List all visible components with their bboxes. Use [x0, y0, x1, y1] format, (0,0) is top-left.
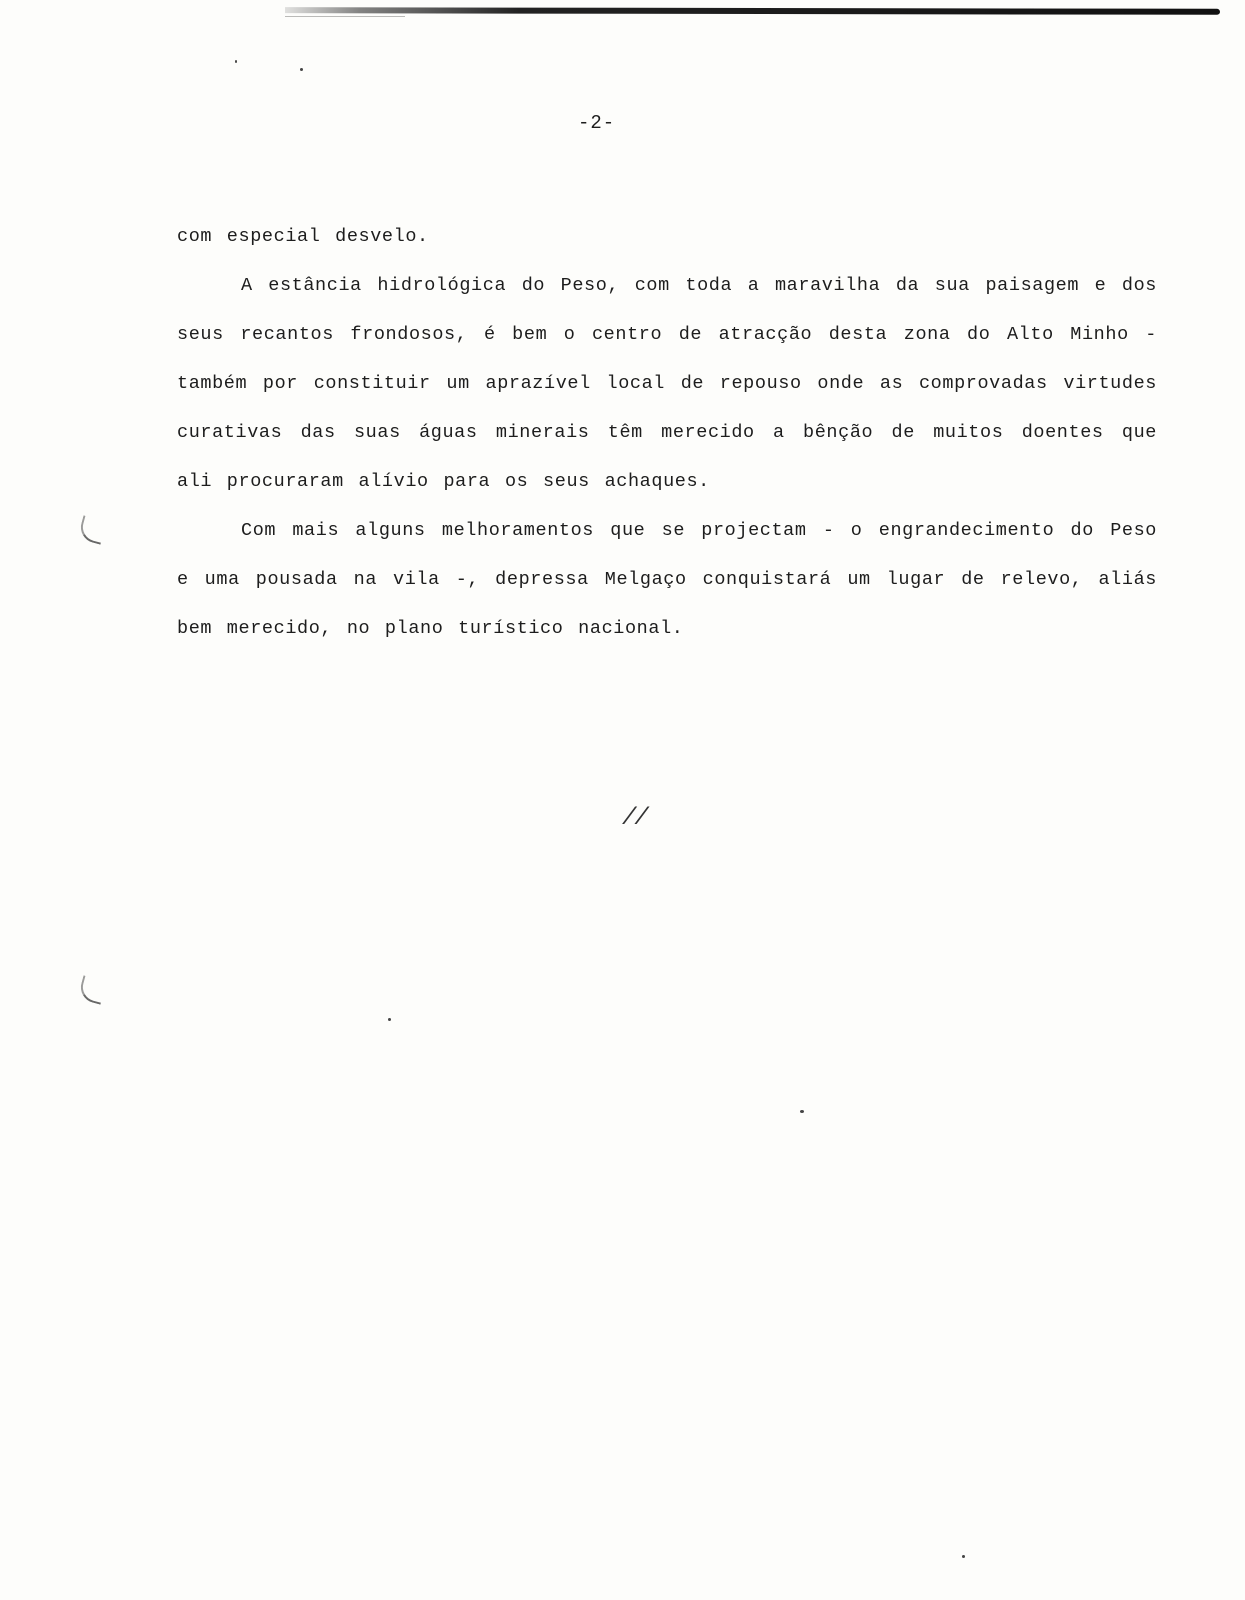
page-number: -2-: [578, 112, 616, 134]
end-mark: //: [622, 805, 647, 832]
paragraph-1: com especial desvelo.: [177, 226, 429, 247]
punch-hole-mark: [77, 515, 106, 544]
paragraph-3: Com mais alguns melhoramentos que se projectam - o engrandecimento do Peso e uma pousada na vila -, depressa Melgaço conquistará um lugar de relevo, aliás bem merecido, no plano turístico nacional.: [177, 520, 1157, 639]
body-text: [177, 212, 1157, 653]
paragraph-2: A estância hidrológica do Peso, com toda a maravilha da sua paisagem e dos seus recantos frondosos, é bem o centro de atracção desta zona do Alto Minho - também por constituir um aprazível local de repouso onde as comprovadas virtudes curativas das suas águas minerais têm merecido a bênção de muitos doentes que ali procuraram alívio para os seus achaques.: [177, 275, 1157, 492]
top-edge-thin-rule: [285, 16, 405, 17]
ink-speck: [388, 1018, 391, 1021]
ink-speck: [235, 60, 237, 63]
punch-hole-mark: [77, 975, 106, 1004]
ink-speck: [800, 1110, 804, 1113]
ink-speck: [962, 1555, 965, 1558]
top-edge-rule: [285, 7, 1220, 15]
ink-speck: [300, 68, 303, 71]
